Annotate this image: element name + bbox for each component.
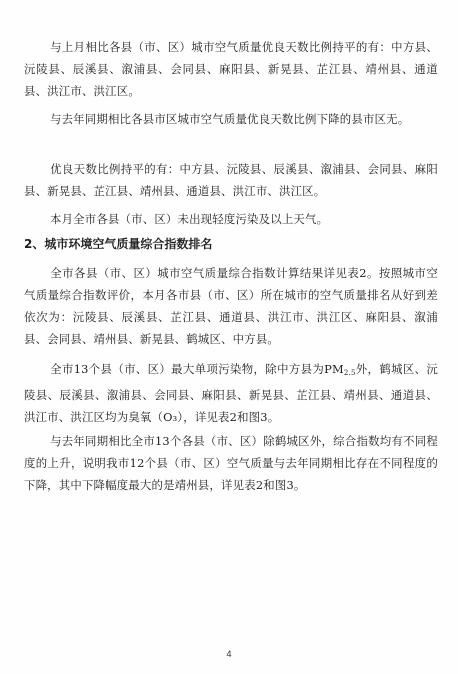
paragraph-text: 与去年同期相比全市13个各县（市、区）除鹤城区外，综合指数均有不同程度的上升，说明我市12个县（市、区）空气质量与去年同期相比存在不同程度的下降，其中下降幅度最大的是靖州县，详见表2和图3。 [24, 434, 438, 492]
section-heading: 2、城市环境空气质量综合指数排名 [24, 237, 213, 251]
paragraph-text: 与去年同期相比各县市区城市空气质量优良天数比例下降的县市区无。 [50, 112, 410, 126]
paragraph-yearly-decline [24, 108, 438, 130]
paragraph-pollutants [24, 358, 438, 428]
paragraph-yearly-flat [24, 158, 438, 202]
paragraph-text-after-pm: 外，鹤城区、沅陵县、辰溪县、溆浦县、会同县、麻阳县、新晃县、芷江县、靖州县、通道县、洪江市、洪江区均为臭氧（O₃），详见表2和图3。 [24, 362, 438, 424]
paragraph-text: 与上月相比各县（市、区）城市空气质量优良天数比例持平的有：中方县、沅陵县、辰溪县、溆浦县、会同县、麻阳县、新晃县、芷江县、靖州县、通道县、洪江市、洪江区。 [24, 40, 438, 98]
paragraph-ranking [24, 262, 438, 350]
page-number: 4 [226, 649, 232, 659]
paragraph-no-pollution [24, 208, 438, 230]
paragraph-text: 全市各县（市、区）城市空气质量综合指数计算结果详见表2。按照城市空气质量综合指数评价，本月各市县（市、区）所在城市的空气质量排名从好到差依次为：沅陵县、辰溪县、芷江县、通道县、洪江市、洪江区、麻阳县、溆浦县、会同县、靖州县、新晃县、鹤城区、中方县。 [24, 266, 438, 346]
paragraph-text: 优良天数比例持平的有：中方县、沅陵县、辰溪县、溆浦县、会同县、麻阳县、新晃县、芷江县、靖州县、通道县、洪江市、洪江区。 [24, 162, 438, 198]
paragraph-text-before-pm: 全市13个县（市、区）最大单项污染物，除中方县为PM [50, 362, 344, 376]
paragraph-text: 本月全市各县（市、区）未出现轻度污染及以上天气。 [50, 212, 329, 226]
pm-subscript: 2.5 [343, 369, 356, 377]
paragraph-monthly-comparison [24, 36, 438, 102]
paragraph-yearly-index [24, 430, 438, 496]
